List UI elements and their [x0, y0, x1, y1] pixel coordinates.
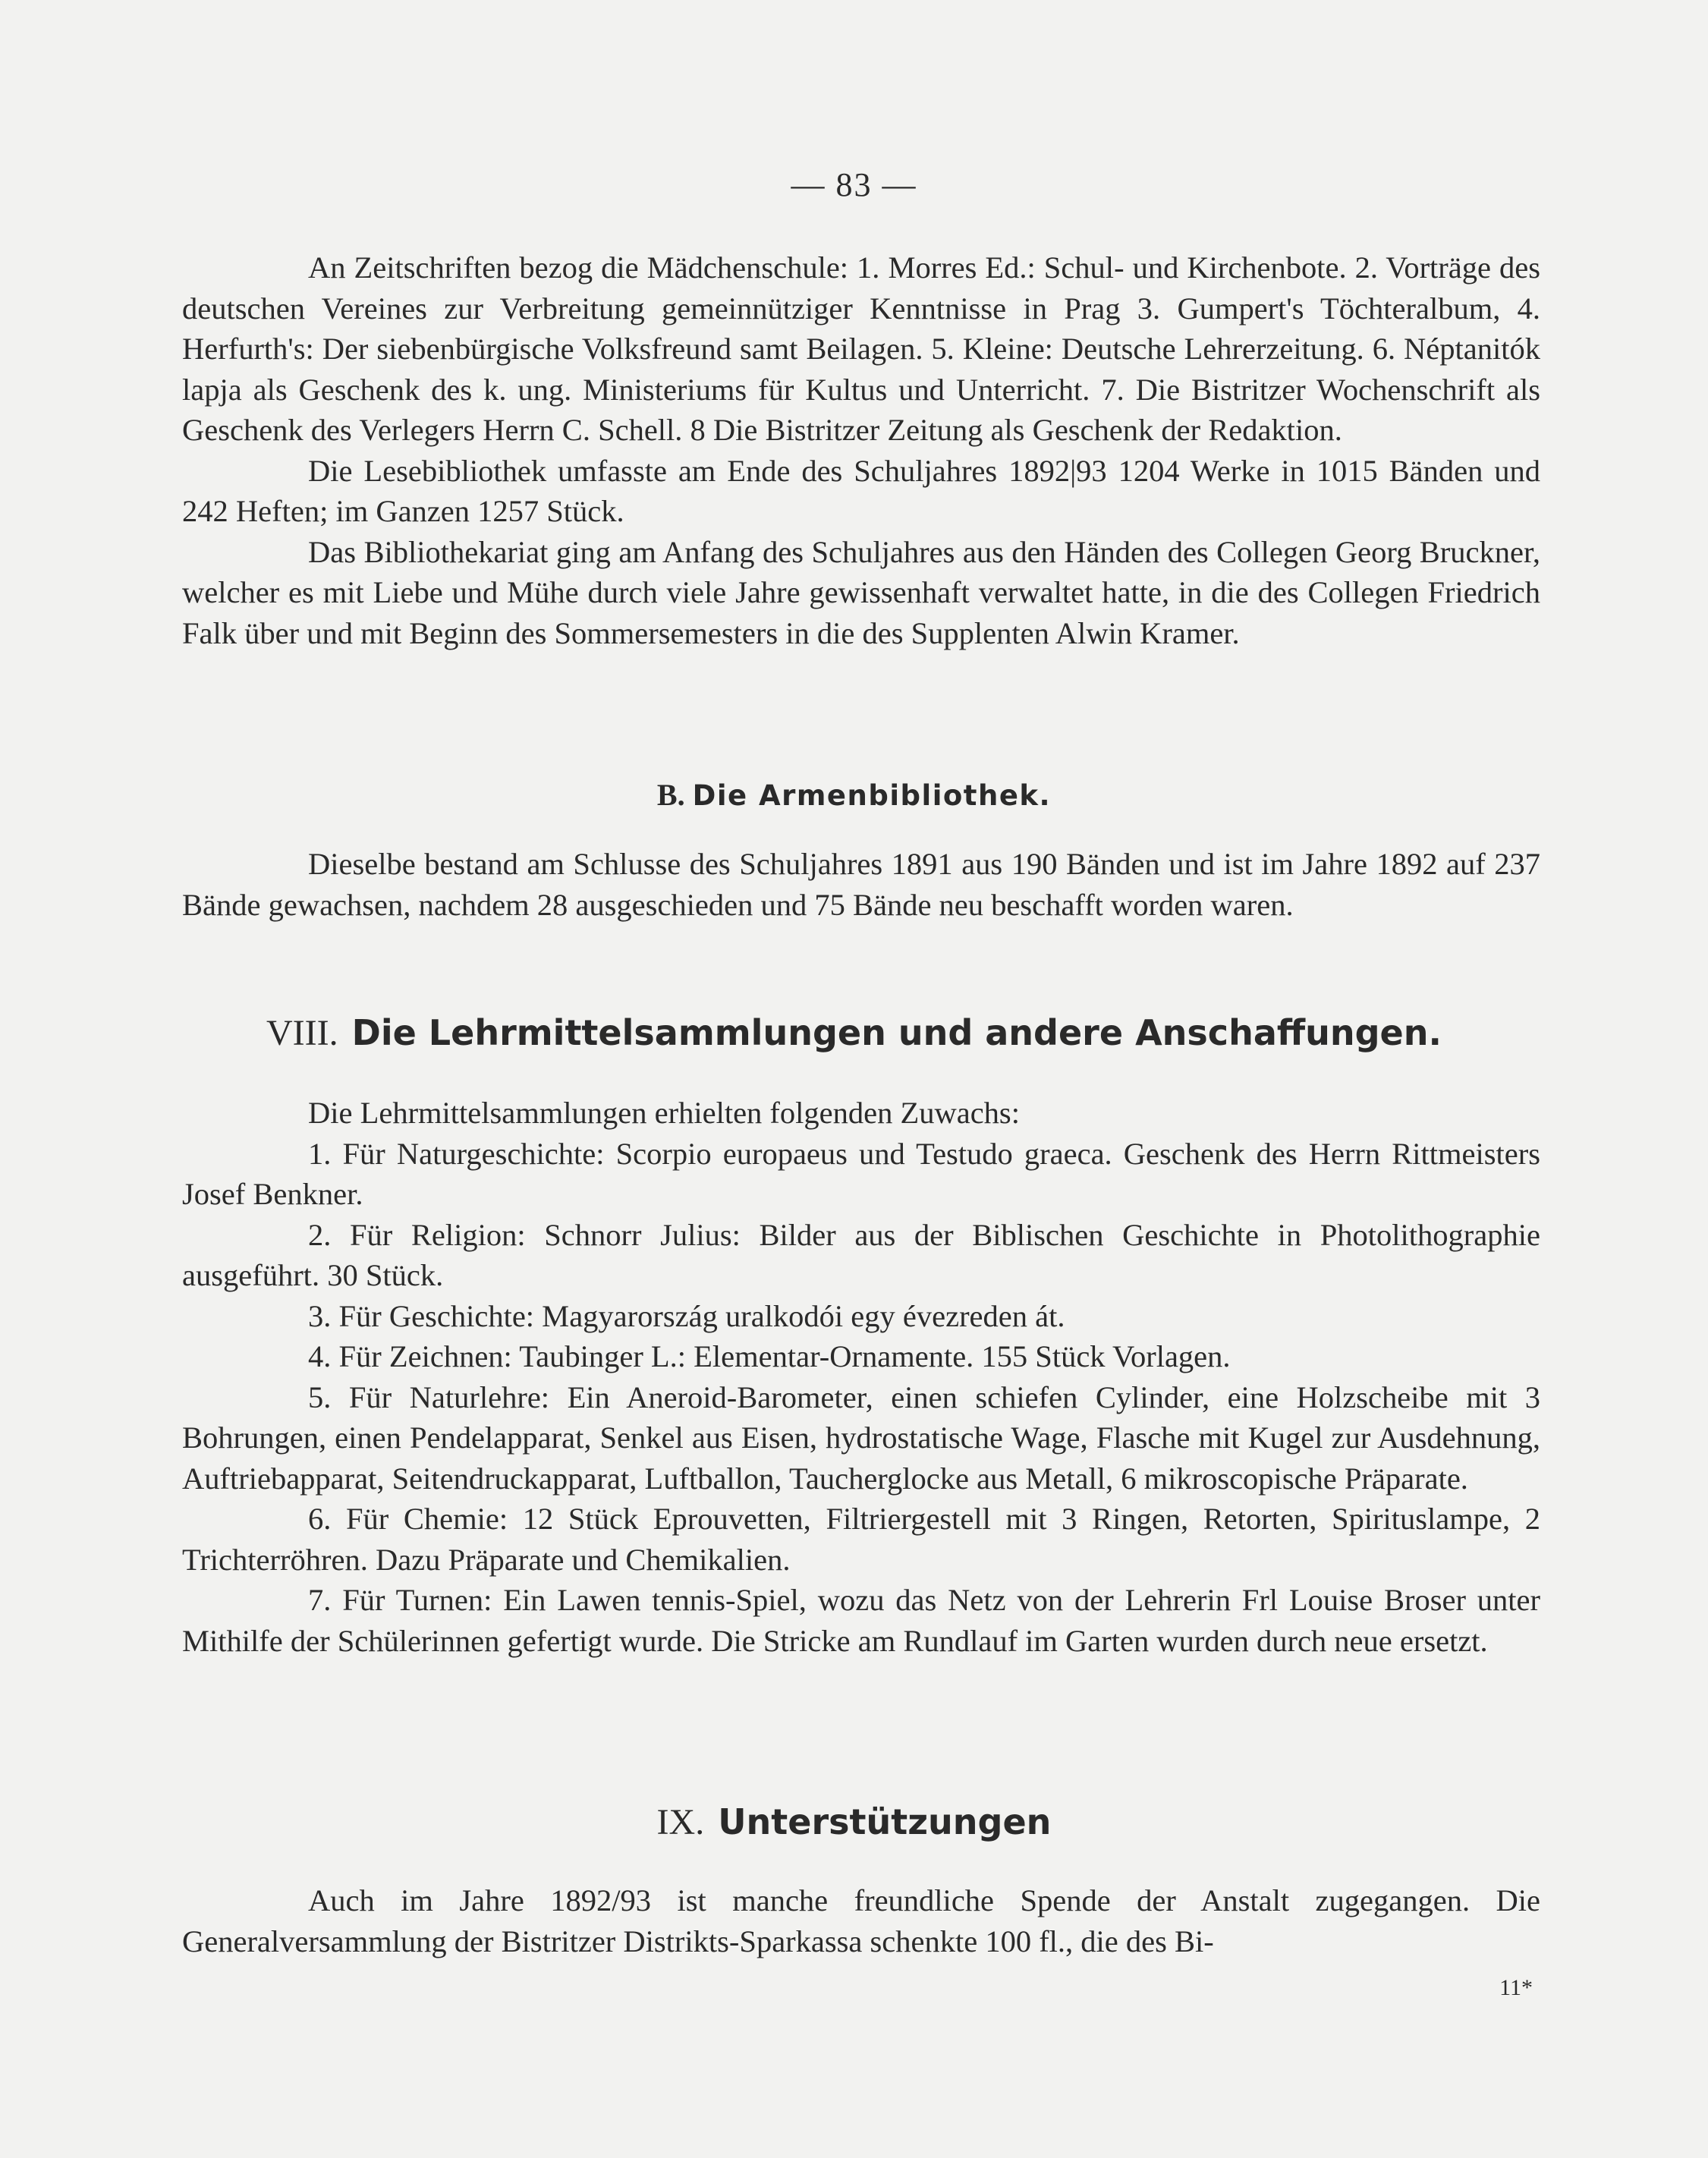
section-heading-viii [0, 1012, 1708, 1054]
teaching-intro: Die Lehrmittelsammlungen erhielten folgenden Zuwachs: [308, 1096, 1020, 1130]
section-title: Die Lehrmittelsammlungen und andere Anschaffungen. [351, 1012, 1442, 1053]
library-paragraph: Die Lesebibliothek umfasste am Ende des Schuljahres 1892|93 1204 Werke in 1015 Bänden und 242 Heften; im Ganzen 1257 Stück. [182, 453, 1540, 528]
section-number: VIII. [266, 1013, 338, 1053]
section-title: Unterstützungen [718, 1801, 1052, 1842]
librarian-paragraph: Das Bibliothekariat ging am Anfang des Schuljahres aus den Händen des Collegen Georg Bruckner, welcher es mit Liebe und Mühe durch viele Jahre gewissenhaft verwaltet hatte, in die des Collegen Friedrich Falk über und mit Beginn des Sommersemesters in die des Supplenten Alwin Kramer. [182, 534, 1540, 650]
teaching-item: 2. Für Religion: Schnorr Julius: Bilder aus der Biblischen Geschichte in Photolithographie ausgeführt. 30 Stück. [182, 1217, 1540, 1292]
section-number: IX. [656, 1802, 705, 1842]
signature-mark: 11* [1499, 1975, 1533, 2000]
teaching-item: 5. Für Naturlehre: Ein Aneroid-Barometer, einen schiefen Cylinder, eine Holzscheibe mit 3 Bohrungen, einen Pendelapparat, Senkel aus Eisen, hydrostatische Wage, Flasche mit Kugel zur Ausdehnung, Auftriebapparat, Seitendruckapparat, Luftballon, Taucherglocke aus Metall, 6 mikroscopische Präparate. [182, 1379, 1540, 1496]
subsection-heading-b [0, 777, 1708, 813]
poor-library-section [182, 844, 1540, 925]
section-heading-ix [0, 1801, 1708, 1843]
teaching-item: 6. Für Chemie: 12 Stück Eprouvetten, Filtriergestell mit 3 Ringen, Retorten, Spirituslampe, 2 Trichterröhren. Dazu Präparate und Chemikalien. [182, 1502, 1540, 1577]
teaching-item: 1. Für Naturgeschichte: Scorpio europaeus und Testudo graeca. Geschenk des Herrn Rittmeisters Josef Benkner. [182, 1136, 1540, 1211]
page-number: — 83 — [791, 166, 917, 203]
teaching-materials-section [182, 1093, 1540, 1661]
teaching-item: 3. Für Geschichte: Magyarország uralkodói egy évezreden át. [308, 1298, 1065, 1333]
periodicals-paragraph: An Zeitschriften bezog die Mädchenschule: 1. Morres Ed.: Schul- und Kirchenbote. 2. Vorträge des deutschen Vereines zur Verbreitung gemeinnütziger Kenntnisse in Prag 3. Gumpert's Töchteralbum, 4. Herfurth's: Der siebenbürgische Volksfreund samt Beilagen. 5. Kleine: Deutsche Lehrerzeitung. 6. Néptanitók lapja als Geschenk des k. ung. Ministeriums für Kultus und Unterricht. 7. Die Bistritzer Wochenschrift als Geschenk des Verlegers Herrn C. Schell. 8 Die Bistritzer Zeitung als Geschenk der Redaktion. [182, 250, 1540, 447]
teaching-item: 7. Für Turnen: Ein Lawen tennis-Spiel, wozu das Netz von der Lehrerin Frl Louise Broser unter Mithilfe der Schülerinnen gefertigt wurde. Die Stricke am Rundlauf im Garten wurden durch neue ersetzt. [182, 1583, 1540, 1658]
support-section [182, 1880, 1540, 1961]
support-paragraph: Auch im Jahre 1892/93 ist manche freundliche Spende der Anstalt zugegangen. Die Generalversammlung der Bistritzer Distrikts-Sparkassa schenkte 100 fl., die des Bi- [182, 1883, 1540, 1958]
poor-library-paragraph: Dieselbe bestand am Schlusse des Schuljahres 1891 aus 190 Bänden und ist im Jahre 1892 auf 237 Bände gewachsen, nachdem 28 ausgeschieden und 75 Bände neu beschafft worden waren. [182, 847, 1540, 922]
subsection-title: Die Armenbibliothek. [692, 779, 1052, 812]
subsection-letter: B. [656, 778, 685, 812]
teaching-item: 4. Für Zeichnen: Taubinger L.: Elementar-Ornamente. 155 Stück Vorlagen. [308, 1339, 1231, 1373]
periodicals-section [182, 247, 1540, 653]
